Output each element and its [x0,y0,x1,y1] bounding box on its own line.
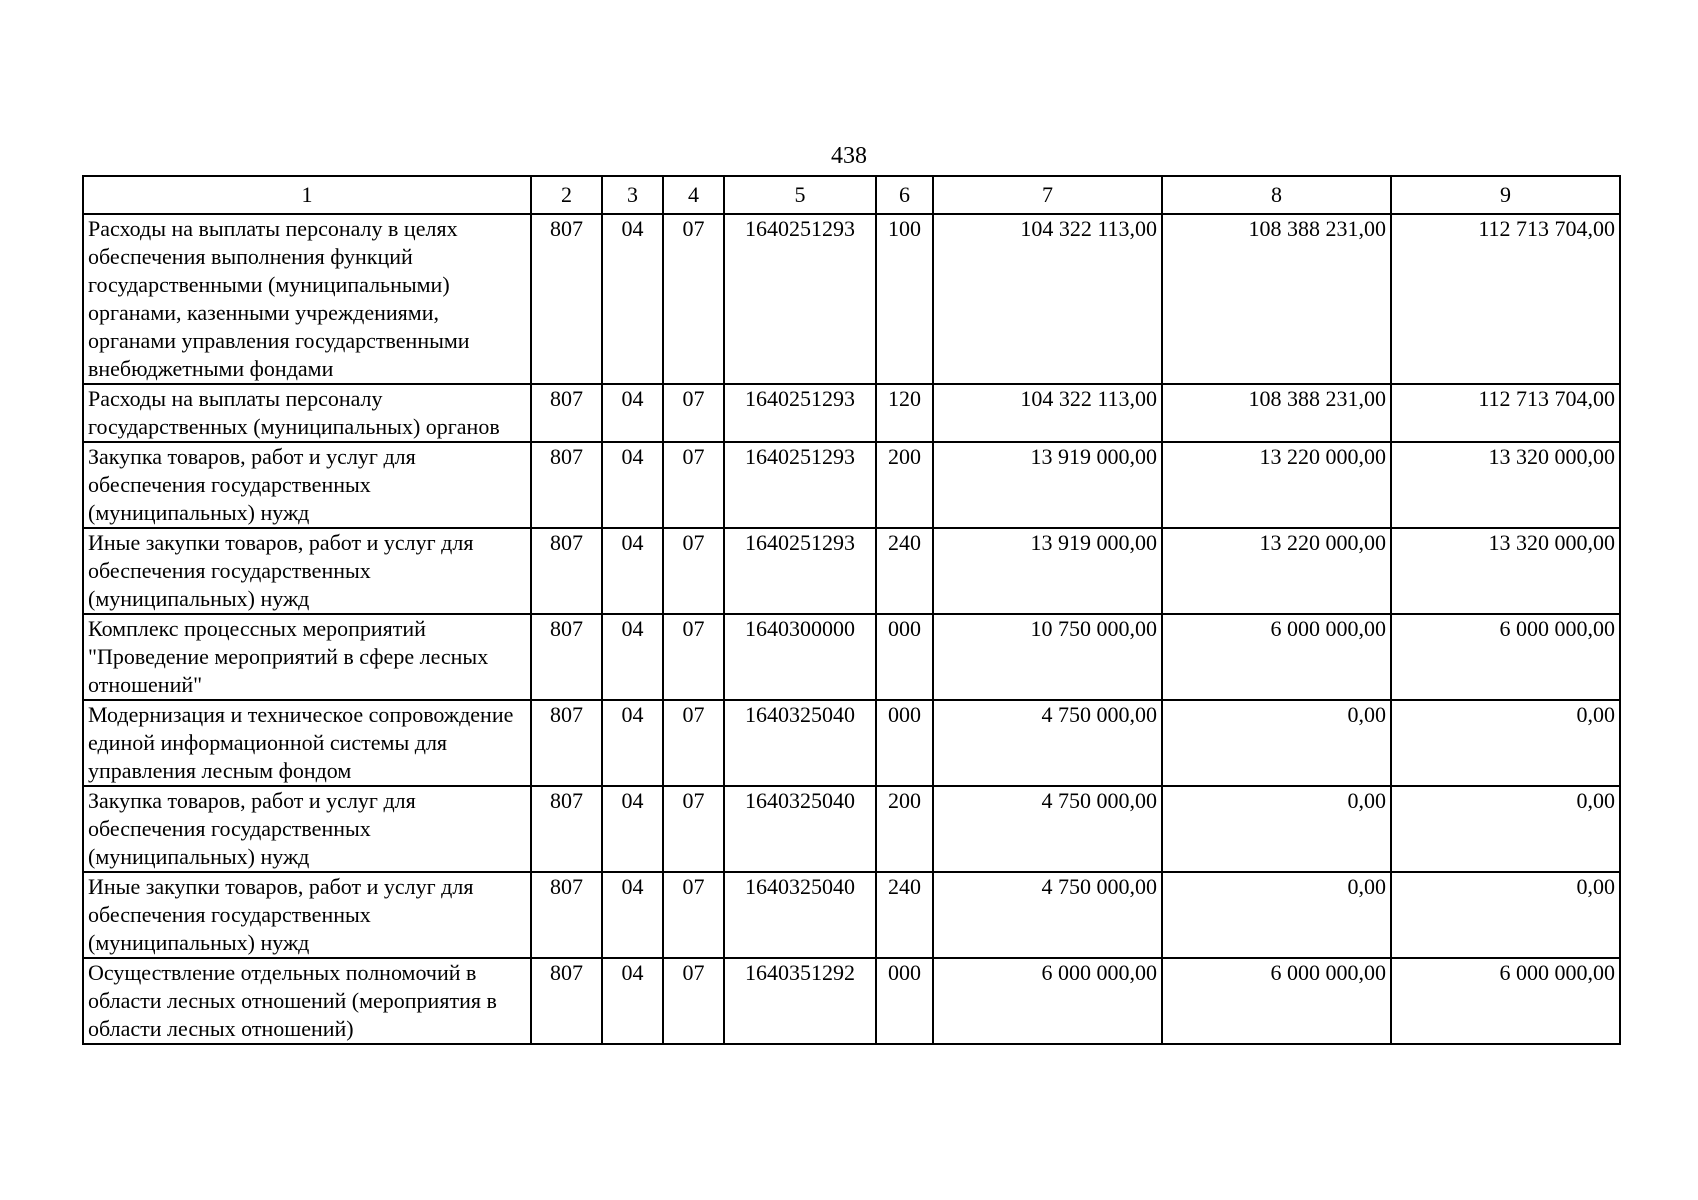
row-name: Иные закупки товаров, работ и услуг для обеспечения государственных (муниципальных) нужд [83,872,531,958]
row-code-4: 07 [663,786,724,872]
header-cell-8: 8 [1162,176,1391,214]
row-amount-8: 6 000 000,00 [1162,958,1391,1044]
table-row [83,614,1620,700]
table-row [83,786,1620,872]
row-amount-7: 104 322 113,00 [933,384,1162,442]
row-amount-8: 108 388 231,00 [1162,214,1391,384]
row-code-6: 120 [876,384,933,442]
row-amount-8: 13 220 000,00 [1162,442,1391,528]
header-cell-3: 3 [602,176,663,214]
row-name: Иные закупки товаров, работ и услуг для обеспечения государственных (муниципальных) нужд [83,528,531,614]
row-code-2: 807 [531,442,602,528]
row-code-3: 04 [602,442,663,528]
row-amount-8: 6 000 000,00 [1162,614,1391,700]
header-cell-2: 2 [531,176,602,214]
page-number: 438 [831,143,867,169]
row-amount-8: 0,00 [1162,872,1391,958]
row-amount-7: 4 750 000,00 [933,700,1162,786]
row-code-4: 07 [663,614,724,700]
row-name: Комплекс процессных мероприятий "Проведение мероприятий в сфере лесных отношений" [83,614,531,700]
row-name: Расходы на выплаты персоналу государственных (муниципальных) органов [83,384,531,442]
row-amount-7: 10 750 000,00 [933,614,1162,700]
row-code-5: 1640251293 [724,442,876,528]
row-code-2: 807 [531,786,602,872]
table-row [83,442,1620,528]
row-code-2: 807 [531,700,602,786]
row-amount-9: 0,00 [1391,872,1620,958]
row-name: Модернизация и техническое сопровождение единой информационной системы для управления лесным фондом [83,700,531,786]
row-code-2: 807 [531,872,602,958]
row-name: Закупка товаров, работ и услуг для обеспечения государственных (муниципальных) нужд [83,786,531,872]
row-code-3: 04 [602,700,663,786]
row-code-5: 1640325040 [724,700,876,786]
row-code-2: 807 [531,958,602,1044]
header-cell-1: 1 [83,176,531,214]
row-amount-9: 6 000 000,00 [1391,958,1620,1044]
row-code-4: 07 [663,958,724,1044]
row-amount-9: 0,00 [1391,786,1620,872]
row-code-3: 04 [602,614,663,700]
row-code-4: 07 [663,384,724,442]
header-cell-4: 4 [663,176,724,214]
row-amount-7: 13 919 000,00 [933,442,1162,528]
row-code-3: 04 [602,214,663,384]
row-code-6: 000 [876,700,933,786]
row-code-2: 807 [531,214,602,384]
row-name: Расходы на выплаты персоналу в целях обеспечения выполнения функций государственными (муниципальными) органами, казенными учреждениями, органами управления государственными внебюджетными фондами [83,214,531,384]
row-code-5: 1640251293 [724,528,876,614]
header-cell-6: 6 [876,176,933,214]
row-amount-7: 6 000 000,00 [933,958,1162,1044]
row-amount-9: 13 320 000,00 [1391,528,1620,614]
row-code-4: 07 [663,872,724,958]
row-code-6: 240 [876,872,933,958]
row-amount-9: 0,00 [1391,700,1620,786]
row-amount-8: 108 388 231,00 [1162,384,1391,442]
row-code-2: 807 [531,384,602,442]
row-amount-8: 0,00 [1162,700,1391,786]
row-code-6: 000 [876,614,933,700]
table-row [83,214,1620,384]
row-code-4: 07 [663,214,724,384]
row-code-5: 1640325040 [724,872,876,958]
budget-table [82,175,1621,1045]
row-amount-7: 13 919 000,00 [933,528,1162,614]
row-code-3: 04 [602,872,663,958]
row-code-6: 240 [876,528,933,614]
row-code-5: 1640325040 [724,786,876,872]
table-row [83,872,1620,958]
header-cell-5: 5 [724,176,876,214]
table-row [83,958,1620,1044]
table-row [83,384,1620,442]
row-code-4: 07 [663,442,724,528]
row-amount-8: 0,00 [1162,786,1391,872]
row-amount-9: 112 713 704,00 [1391,214,1620,384]
row-amount-9: 112 713 704,00 [1391,384,1620,442]
row-code-5: 1640251293 [724,214,876,384]
header-row [83,176,1620,214]
row-code-3: 04 [602,958,663,1044]
row-code-6: 100 [876,214,933,384]
row-code-6: 200 [876,442,933,528]
table-row [83,700,1620,786]
row-code-2: 807 [531,614,602,700]
row-code-6: 200 [876,786,933,872]
row-amount-8: 13 220 000,00 [1162,528,1391,614]
row-code-3: 04 [602,384,663,442]
row-code-3: 04 [602,786,663,872]
row-amount-7: 104 322 113,00 [933,214,1162,384]
row-code-4: 07 [663,528,724,614]
row-code-6: 000 [876,958,933,1044]
row-code-4: 07 [663,700,724,786]
table-row [83,528,1620,614]
row-name: Закупка товаров, работ и услуг для обеспечения государственных (муниципальных) нужд [83,442,531,528]
row-code-3: 04 [602,528,663,614]
row-amount-9: 13 320 000,00 [1391,442,1620,528]
header-cell-7: 7 [933,176,1162,214]
row-amount-7: 4 750 000,00 [933,786,1162,872]
row-amount-9: 6 000 000,00 [1391,614,1620,700]
row-code-2: 807 [531,528,602,614]
row-amount-7: 4 750 000,00 [933,872,1162,958]
row-code-5: 1640351292 [724,958,876,1044]
row-code-5: 1640251293 [724,384,876,442]
row-name: Осуществление отдельных полномочий в области лесных отношений (мероприятия в области лесных отношений) [83,958,531,1044]
header-cell-9: 9 [1391,176,1620,214]
row-code-5: 1640300000 [724,614,876,700]
